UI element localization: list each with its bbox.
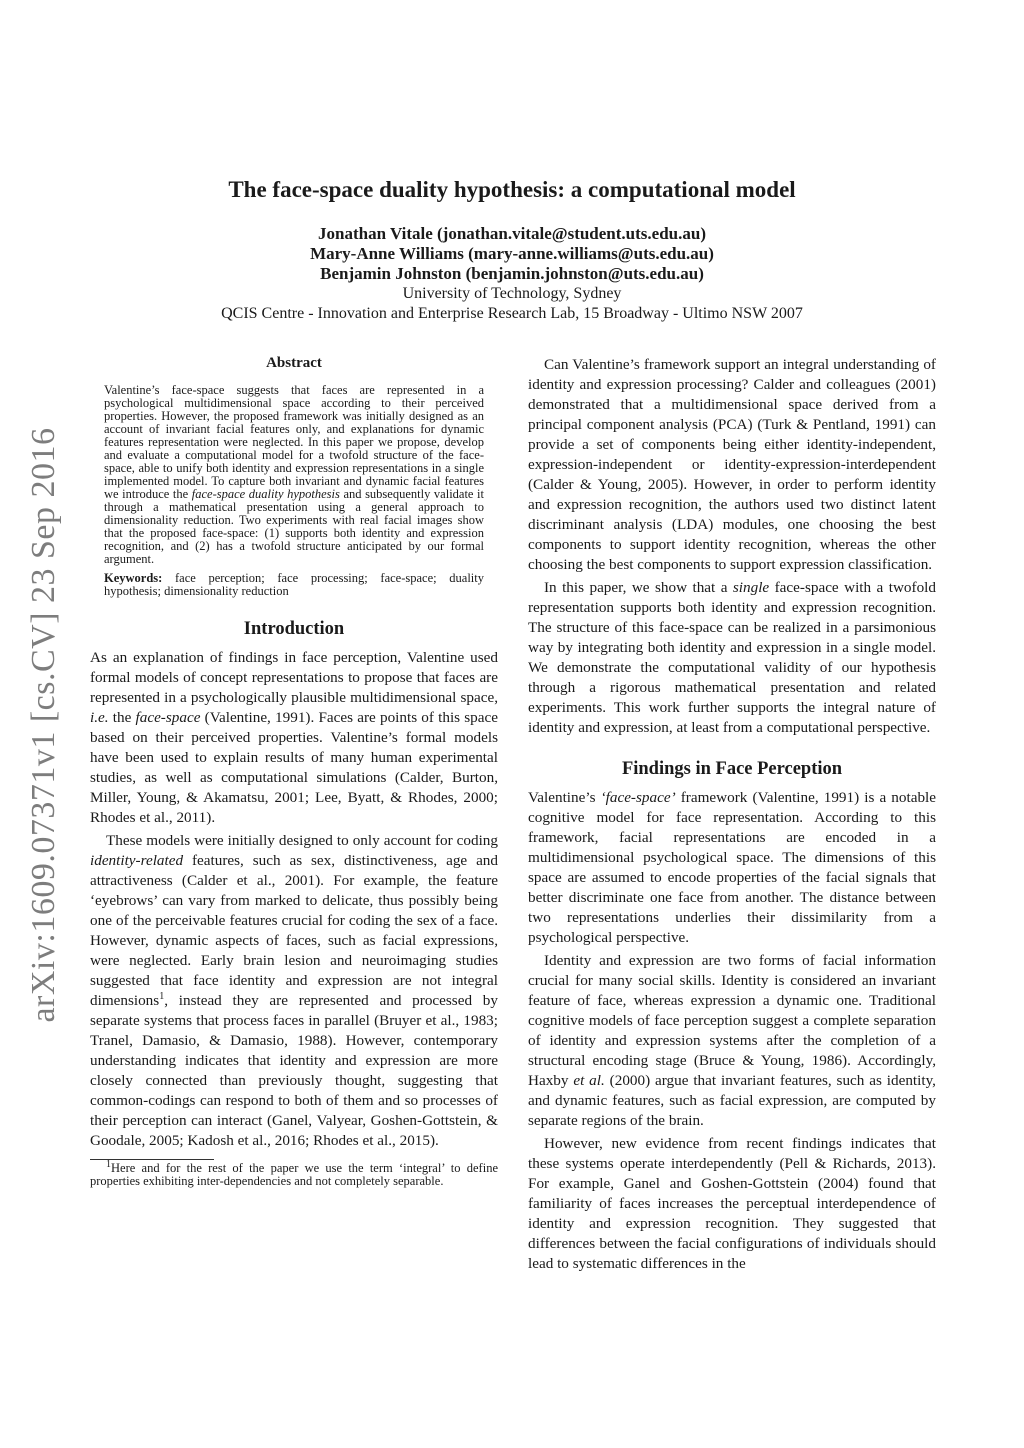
section-heading-introduction: Introduction (243, 619, 345, 639)
findings-p1-text-a: Valentine’s (528, 789, 601, 806)
intro-p1-text-a: As an explanation of findings in face perception, Valentine used formal models of concept representations to propose that faces are represented in a psychologically plausible multidimensional space, (90, 649, 498, 706)
footnote-marker[interactable]: 1 (159, 990, 165, 1002)
abstract-emphasis: face-space duality hypothesis (191, 487, 340, 501)
abstract-text-part-2: and subsequently validate it through a mathematical presentation using a general approach to dimensionality reduction. Two experiments with real facial images show that the proposed face-space: (1) supports both identity and expression recognition, and (2) has a twofold structure anticipated by our formal argument. (104, 487, 485, 566)
right-p2-text-b: face-space with a twofold representation supports both identity and expression recognition. The structure of this face-space can be realized in a parsimonious way by integrating both identity and expression in a single model. We demonstrate the computational validity of our hypothesis through a rigorous mathematical presentation and related experiments. This work further supports the integral nature of identity and expression, at least from a computational perspective. (528, 579, 936, 736)
findings-paragraph-1 (528, 788, 936, 948)
footnote-text: Here and for the rest of the paper we use the term ‘integral’ to define properties exhibiting inter-dependencies and not completely separable. (90, 1161, 498, 1188)
findings-p1-emphasis: ‘face-space’ (600, 789, 676, 806)
right-p2-emphasis: single (732, 579, 770, 596)
intro-p2-emphasis: identity-related (90, 852, 184, 869)
author-2: Mary-Anne Williams (mary-anne.williams@uts.edu.au) (310, 244, 714, 263)
arxiv-identifier: arXiv:1609.07371v1 [cs.CV] 23 Sep 2016 (25, 427, 62, 1023)
keywords-label: Keywords: (104, 571, 163, 585)
intro-p2-text-a: These models were initially designed to only account for coding (106, 832, 498, 849)
intro-p1-emphasis: face-space (135, 709, 201, 726)
findings-p2-text-a: Identity and expression are two forms of facial information crucial for many social skills. Identity is considered an invariant feature of face, whereas expression a dynamic one. Traditional cognitive models of face perception suggest a complete separation of identity and expression systems after the completion of a structural encoding stage (Bruce & Young, 1986). Accordingly, Haxby (528, 952, 936, 1089)
right-paragraph-2 (528, 578, 936, 738)
findings-paragraph-2 (528, 951, 936, 1131)
section-heading-findings: Findings in Face Perception (621, 759, 843, 779)
abstract-heading: Abstract (266, 355, 322, 371)
intro-p1-text-b: the (108, 709, 136, 726)
findings-p2-text-b: (2000) argue that invariant features, such as identity, and dynamic features, such as facial expression, are computed by separate regions of the brain. (528, 1072, 936, 1129)
findings-p1-text-b: framework (Valentine, 1991) is a notable cognitive model for face representation. According to this framework, facial representations are encoded in a multidimensional psychological space. The dimensions of this space are assumed to encode properties of the facial signals that better discriminate one face from another. The distance between two representations underlies their dissimilarity from a psychological perspective. (528, 789, 936, 946)
right-p2-text-a: In this paper, we show that a (544, 579, 733, 596)
intro-paragraph-1 (90, 648, 498, 828)
footnote-1 (90, 1158, 498, 1188)
intro-p2-text-c: , instead they are represented and processed by separate systems that process faces in parallel (Bruyer et al., 1983; Tranel, Damasio, & Damasio, 1988). However, contemporary understanding indicates that identity and expression are more closely connected than previously thought, suggesting that common-codings can respond to both of them and so processes of their perception can interact (Ganel, Valyear, Goshen-Gottstein, & Goodale, 2005; Kadosh et al., 2016; Rhodes et al., 2015). (90, 992, 498, 1149)
abstract-text-part-1: Valentine’s face-space suggests that faces are represented in a psychological multidimensional space according to their perceived properties. However, the proposed framework was initially designed as an account of invariant facial features only, and explanations for dynamic features representation were neglected. In this paper we propose, develop and evaluate a computational model for a twofold structure of the face-space, able to unify both identity and expression representations in a single implemented model. To capture both invariant and dynamic facial features we introduce the (104, 383, 484, 501)
intro-p1-text-c: (Valentine, 1991). Faces are points of this space based on their perceived properties. Valentine’s formal models have been used to explain results of many human experimental studies, as well as computational simulations (Calder, Burton, Miller, Young, & Akamatsu, 2001; Lee, Byatt, & Rhodes, 2000; Rhodes et al., 2011). (90, 709, 498, 826)
right-column (528, 355, 936, 1274)
author-1: Jonathan Vitale (jonathan.vitale@student.uts.edu.au) (318, 224, 706, 243)
author-3: Benjamin Johnston (benjamin.johnston@uts.edu.au) (320, 264, 704, 283)
abstract-text (104, 384, 484, 566)
footnote-number: 1 (106, 1158, 111, 1170)
paper-title: The face-space duality hypothesis: a computational model (228, 177, 796, 202)
left-column (90, 355, 498, 1188)
intro-paragraph-2 (90, 831, 498, 1151)
abstract (90, 355, 498, 598)
right-paragraph-1: Can Valentine’s framework support an integral understanding of identity and expression processing? Calder and colleagues (2001) demonstrated that a multidimensional space derived from a principal component analysis (PCA) (Turk & Pentland, 1991) can provide a set of components being either identity-independent, expression-independent or identity-expression-interdependent (Calder & Young, 2005). However, in order to perform identity and expression recognition, the authors used two distinct latent discriminant analysis (LDA) modules, one choosing the best components to support identity recognition, whereas the other choosing the best components to support expression classification. (528, 356, 936, 573)
affiliation-centre: QCIS Centre - Innovation and Enterprise Research Lab, 15 Broadway - Ultimo NSW 2007 (221, 305, 803, 322)
findings-paragraph-3: However, new evidence from recent findings indicates that these systems operate interdependently (Pell & Richards, 2013). For example, Ganel and Goshen-Gottstein (2004) found that familiarity of faces increases the perceptual interdependence of identity and expression recognition. They suggested that differences between the facial configurations of individuals should lead to systematic differences in the (528, 1135, 936, 1272)
keywords-list: face perception; face processing; face-space; duality hypothesis; dimensionality reduction (104, 571, 484, 598)
intro-p2-text-b: features, such as sex, distinctiveness, age and attractiveness (Calder et al., 2001). For example, the feature ‘eyebrows’ can vary from marked to delicate, thus possibly being one of the perceivable features crucial for coding the sex of a face. However, dynamic aspects of faces, such as facial expressions, were neglected. Early brain lesion and neuroimaging studies suggested that face identity and expression are not integral dimensions (90, 852, 498, 1009)
intro-p1-ie: i.e. (90, 709, 109, 726)
paper-header (90, 176, 934, 324)
findings-p2-emphasis: et al. (573, 1072, 605, 1089)
affiliation-university: University of Technology, Sydney (402, 285, 622, 302)
keywords (104, 572, 484, 598)
